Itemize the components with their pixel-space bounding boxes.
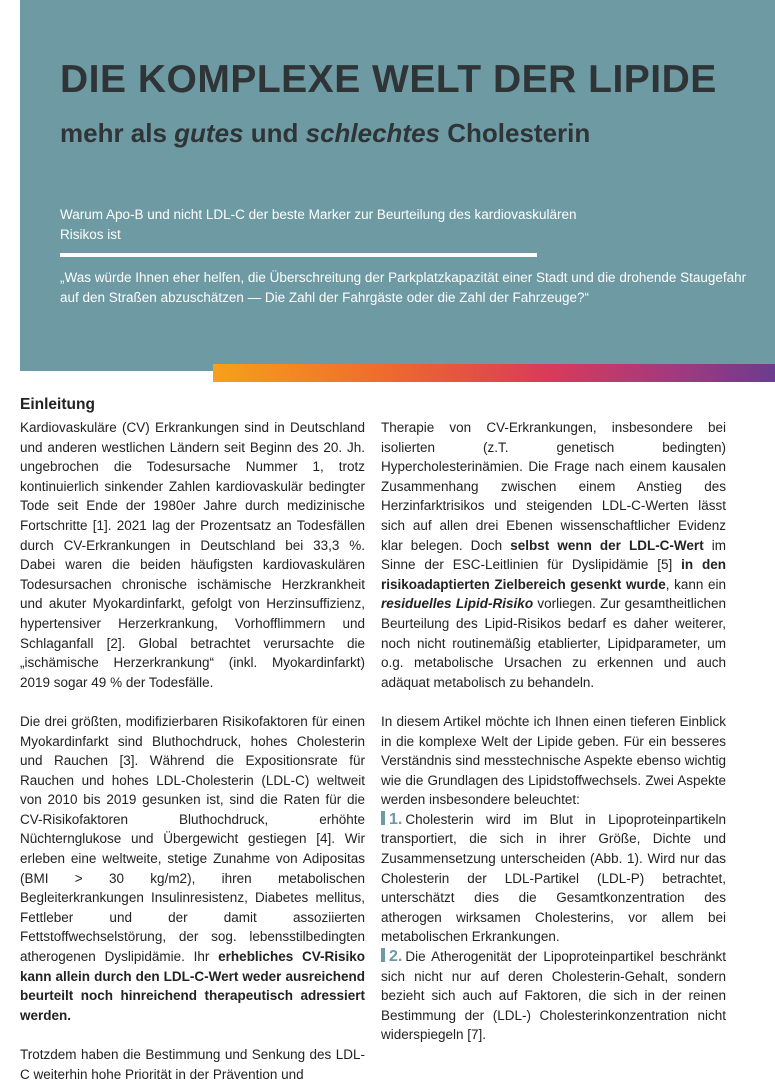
paragraph-text: vorliegen. Zur gesamtheitlichen Beurteilung des Lipid-Risikos bedarf es daher weiterer, noch nicht routinemäßig etablierter, Lipidparameter, um o.g. metabolische Ursachen zu erkennen und auch adäquat metabolisch zu behandeln. (381, 596, 726, 690)
section-heading: Einleitung (20, 396, 95, 413)
article-column-left (20, 395, 365, 1084)
intro-quote: „Was würde Ihnen eher helfen, die Überschreitung der Parkplatzkapazität einer Stadt und die drohende Staugefahr auf den Straßen abzuschätzen — Die Zahl der Fahrgäste oder die Zahl der Fahrzeuge?“ (60, 270, 747, 305)
paragraph-text: Die drei größten, modifizierbaren Risikofaktoren für einen Myokardinfarkt sind Bluthochdruck, hohes Cholesterin und Rauchen [3]. Während die Expositionsrate für Rauchen und hohes LDL-Cholesterin (LDL-C) weltweit von 2010 bis 2019 gesunken ist, sind die Raten für die CV-Risikofaktoren Bluthochdruck, erhöhte Nüchternglukose und Übergewicht gestiegen [4]. Wir erleben eine weltweite, stetige Zunahme von Adipositas (BMI > 30 kg/m2), ihren metabolischen Begleiterkrankungen Insulinresistenz, Diabetes mellitus, Fettleber und der damit assoziierten Fettstoffwechselstörung, der sog. lebensstilbedingten atherogenen Dyslipidämie. Ihr (20, 713, 365, 965)
italic-text: residuelles Lipid-Risiko (381, 596, 534, 612)
paragraph-text: im Sinne der ESC-Leitlinien für Dyslipidämie [5] (381, 537, 726, 573)
paragraph: In diesem Artikel möchte ich Ihnen einen tieferen Einblick in die komplexe Welt der Lipide geben. Für ein besseres Verständnis sind messtechnische Aspekte ebenso wichtig wie die Grundlagen des Lipidstoffwechsels. Zwei Aspekte werden insbesondere beleuchtet: (381, 713, 726, 808)
list-number: 1. (389, 810, 403, 828)
paragraph (20, 712, 365, 1026)
emphasis-text: selbst wenn der LDL-C-Wert (510, 537, 704, 553)
subtitle-text: Cholesterin (440, 118, 591, 148)
article-column-right (381, 418, 726, 1045)
list-item (381, 947, 726, 1045)
list-text: Cholesterin wird im Blut in Lipoproteinpartikeln transportiert, die sich in ihrer Größe, Dichte und Zusammensetzung unterscheiden (Abb. 1). Wird nur das Cholesterin der LDL-Partikel (LDL-P) betrachtet, unterschätzt dies die Gesamtkonzentration des atherogen wirksamen Cholesterins, vor allem bei metabolischen Erkrankungen. (381, 811, 726, 945)
accent-gradient-bar (213, 364, 775, 382)
page-subtitle (60, 118, 590, 149)
list-item (381, 810, 726, 947)
page-title: DIE KOMPLEXE WELT DER LIPIDE (60, 58, 717, 101)
list-text: Die Atherogenität der Lipoproteinpartikel beschränkt sich nicht nur auf deren Cholesterin-Gehalt, sondern bezieht sich auch auf Faktoren, die sich in der reinen Bestimmung der (LDL-) Cholesterinkonzentration nicht widerspiegeln [7]. (381, 949, 726, 1043)
subtitle-text: und (243, 118, 306, 148)
list-marker (381, 948, 385, 962)
paragraph (381, 418, 726, 692)
list-number: 2. (389, 948, 403, 966)
paragraph-text: , kann ein (665, 576, 727, 592)
subtitle-emphasis-bad: schlechtes (305, 118, 441, 148)
paragraph: Trotzdem haben die Bestimmung und Senkung des LDL-C weiterhin hohe Priorität in der Prävention und (20, 1047, 365, 1082)
paragraph: Kardiovaskuläre (CV) Erkrankungen sind in Deutschland und anderen westlichen Ländern seit Beginn des 20. Jh. ungebrochen die Todesursache Nummer 1, trotz kontinuierlich sinkender Zahlen kardiovaskulär bedingter Tode seit Ende der 1980er Jahre durch medizinische Fortschritte [1]. 2021 lag der Prozentsatz an Todesfällen durch CV-Erkrankungen in Deutschland bei 33,3 %. Dabei waren die beiden häufigsten kardiovaskulären Todesursachen chronische ischämische Herzkrankheit und akuter Myokardinfarkt, gefolgt von Herzinsuffizienz, hypertensiver Herzerkrankung, Vorhofflimmern und Schlaganfall [2]. Global betrachtet verursachte die „ischämische Herzerkrankung“ (inkl. Myokardinfarkt) 2019 sogar 49 % der Todesfälle. (20, 420, 365, 690)
emphasis-text (381, 596, 533, 611)
teaser-text: Warum Apo-B und nicht LDL-C der beste Marker zur Beurteilung des kardiovaskulären Risikos ist (60, 207, 577, 242)
subtitle-emphasis-good: gutes (174, 118, 244, 148)
list-marker (381, 811, 385, 825)
header-banner (20, 0, 775, 371)
emphasis-text: in den risikoadaptierten Zielbereich gesenkt wurde (381, 557, 726, 592)
subtitle-text: mehr als (60, 118, 175, 148)
divider (60, 253, 537, 257)
emphasis-text: erhebliches CV-Risiko kann allein durch den LDL-C-Wert weder ausreichend beurteilt noch hinreichend therapeutisch adressiert werden. (20, 949, 365, 1023)
paragraph-text: Therapie von CV-Erkrankungen, insbesondere bei isolierten (z.T. genetisch bedingten) Hypercholesterinämien. Die Frage nach einem kausalen Zusammenhang zwischen einem Anstieg des Herzinfarktrisikos und steigenden LDL-C-Werten lässt sich auf allen drei Ebenen wissenschaftlicher Evidenz klar belegen. Doch (381, 420, 726, 553)
